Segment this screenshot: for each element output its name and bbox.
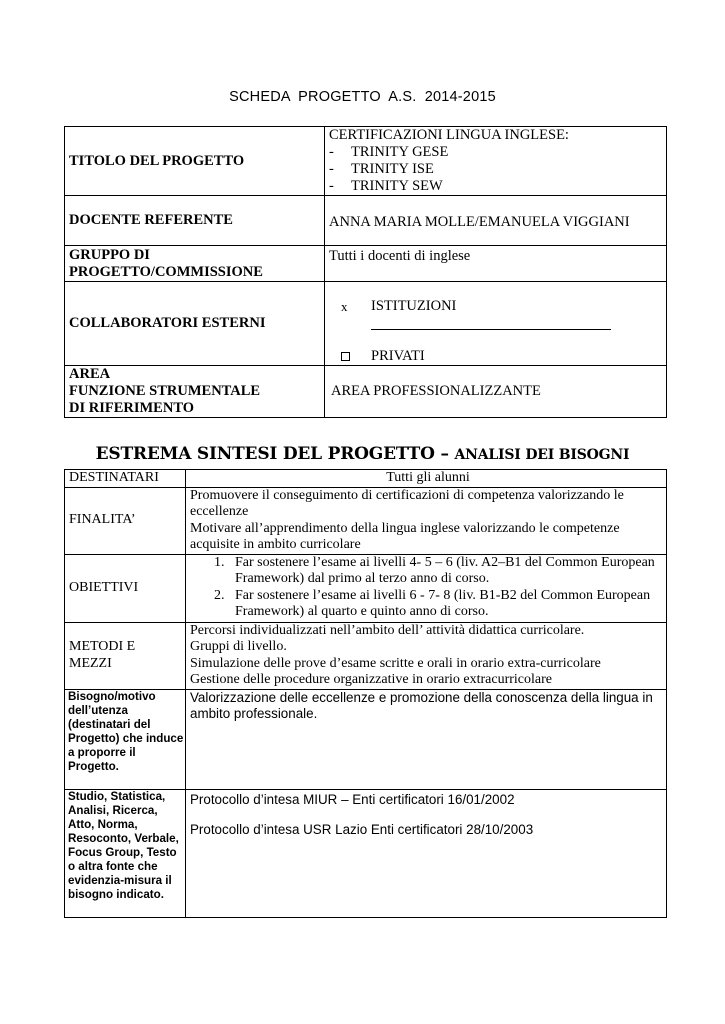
collab-label: COLLABORATORI ESTERNI	[65, 282, 325, 366]
obiettivi-value	[186, 554, 667, 622]
area-value: AREA PROFESSIONALIZZANTE	[325, 366, 667, 418]
docente-label: DOCENTE REFERENTE	[65, 196, 325, 246]
gruppo-label	[65, 246, 325, 282]
row-area	[65, 366, 667, 418]
list-text: Far sostenere l’esame ai livelli 4- 5 – 6 (liv. A2–B1 del Common European Framework) dal primo al terzo anno di corso.	[235, 554, 655, 586]
finalita-text: Promuovere il conseguimento di certificazioni di competenza valorizzando le eccellenze	[190, 487, 624, 519]
bisogno-label: Bisogno/motivo dell’utenza (destinatari del Progetto) che induce a proporre il Progetto.	[65, 689, 186, 789]
option-istituzioni: ISTITUZIONI	[371, 298, 457, 314]
studio-value	[186, 789, 667, 917]
section-title	[0, 444, 725, 464]
finalita-value	[186, 487, 667, 554]
area-label-line: DI RIFERIMENTO	[69, 400, 195, 416]
bisogno-value: Valorizzazione delle eccellenze e promozione della conoscenza della lingua in ambito professionale.	[186, 689, 667, 789]
metodi-text: Simulazione delle prove d’esame scritte e orali in orario extra-curricolare	[190, 655, 601, 671]
list-item: - TRINITY ISE	[329, 161, 666, 178]
titolo-heading: CERTIFICAZIONI LINGUA INGLESE:	[329, 127, 569, 143]
docente-value: ANNA MARIA MOLLE/EMANUELA VIGGIANI	[325, 196, 667, 246]
underline-field	[371, 329, 611, 330]
gruppo-label-line: GRUPPO DI	[69, 246, 150, 263]
obiettivi-label: OBIETTIVI	[65, 554, 186, 622]
row-metodi	[65, 622, 667, 689]
row-collaboratori	[65, 282, 667, 366]
destinatari-value: Tutti gli alunni	[186, 470, 667, 488]
row-titolo	[65, 127, 667, 196]
studio-label: Studio, Statistica, Analisi, Ricerca, Atto, Norma, Resoconto, Verbale, Focus Group, Testo o altra fonte che evidenzia-misura il bisogno indicato.	[65, 789, 186, 917]
area-label-line: AREA	[69, 366, 111, 382]
checkbox-icon	[341, 352, 350, 361]
section-title-main: ESTREMA SINTESI DEL PROGETTO –	[95, 444, 455, 464]
document-header: SCHEDA PROGETTO A.S. 2014-2015	[229, 89, 496, 105]
summary-table	[64, 469, 667, 918]
row-docente	[65, 196, 667, 246]
metodi-text: Gestione delle procedure organizzative in orario extracurricolare	[190, 672, 553, 687]
list-item	[190, 555, 666, 588]
gruppo-label-line: PROGETTO/COMMISSIONE	[69, 263, 263, 280]
row-bisogno	[65, 689, 667, 789]
metodi-label-line: MEZZI	[69, 655, 112, 671]
area-label	[65, 366, 325, 418]
checked-mark: x	[341, 299, 348, 314]
row-destinatari	[65, 470, 667, 488]
finalita-label: FINALITA’	[65, 487, 186, 554]
option-privati: PRIVATI	[371, 348, 425, 364]
destinatari-label: DESTINATARI	[65, 470, 186, 488]
list-item: - TRINITY SEW	[329, 178, 666, 195]
list-item: - TRINITY GESE	[329, 144, 666, 161]
list-item	[190, 588, 666, 621]
metodi-text: Gruppi di livello.	[190, 639, 287, 654]
list-number: 1.	[214, 554, 225, 570]
project-info-table	[64, 126, 667, 418]
row-finalita	[65, 487, 667, 554]
section-title-sub: ANALISI DEI BISOGNI	[454, 447, 630, 463]
finalita-text: Motivare all’apprendimento della lingua inglese valorizzando le competenze acquisite in ambito curricolare	[190, 520, 620, 552]
row-obiettivi	[65, 554, 667, 622]
titolo-label: TITOLO DEL PROGETTO	[65, 127, 325, 196]
studio-text: Protocollo d’intesa MIUR – Enti certificatori 16/01/2002	[190, 791, 515, 807]
gruppo-value: Tutti i docenti di inglese	[325, 246, 667, 282]
list-number: 2.	[214, 587, 225, 603]
titolo-value	[325, 127, 667, 196]
collab-value	[325, 282, 667, 366]
metodi-label-line: METODI E	[69, 639, 136, 654]
row-gruppo	[65, 246, 667, 282]
obiettivi-list	[190, 555, 666, 621]
trinity-list	[329, 144, 666, 195]
metodi-label	[65, 622, 186, 689]
studio-text: Protocollo d’intesa USR Lazio Enti certificatori 28/10/2003	[190, 821, 534, 837]
area-label-line: FUNZIONE STRUMENTALE	[69, 383, 261, 399]
row-studio	[65, 789, 667, 917]
metodi-text: Percorsi individualizzati nell’ambito dell’ attività didattica curricolare.	[190, 622, 585, 638]
metodi-value	[186, 622, 667, 689]
list-text: Far sostenere l’esame ai livelli 6 - 7- 8 (liv. B1-B2 del Common European Framework) al quarto e quinto anno di corso.	[235, 587, 651, 619]
